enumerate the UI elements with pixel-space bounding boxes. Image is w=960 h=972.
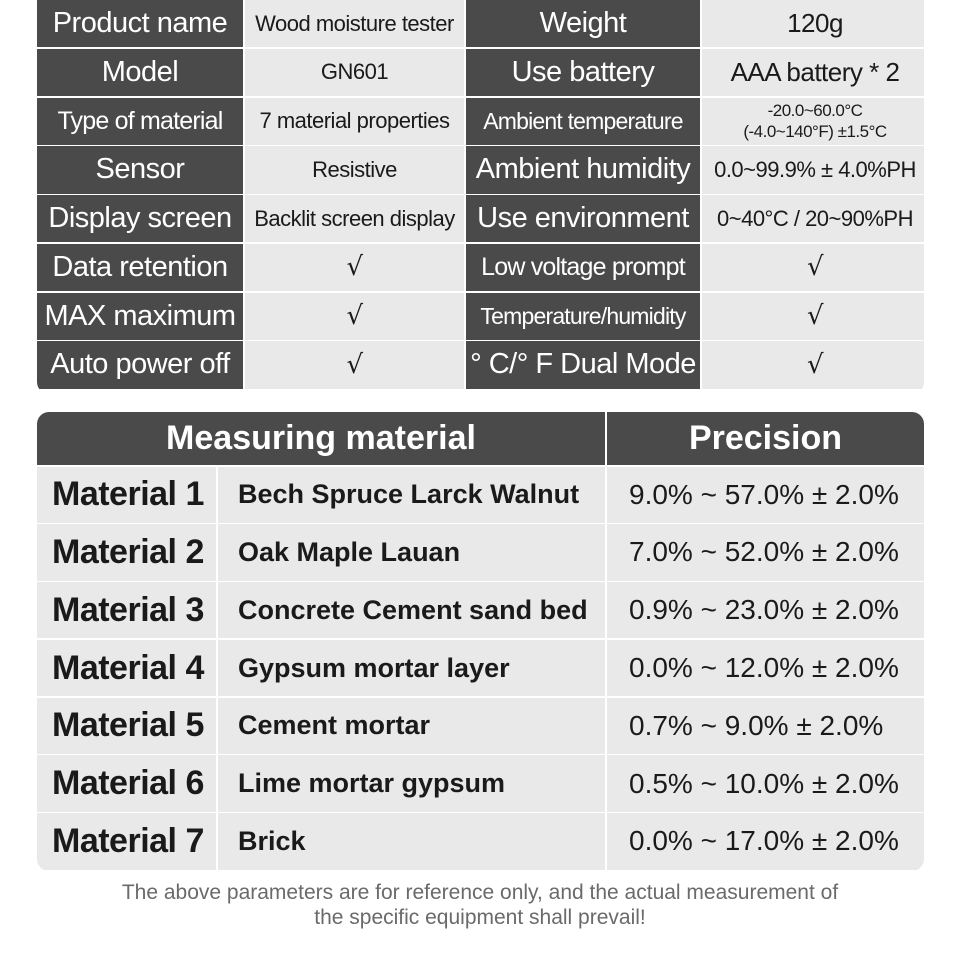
material-precision: 0.9% ~ 23.0% ± 2.0% xyxy=(607,582,924,638)
material-name: Material 4 xyxy=(37,640,216,696)
spec-value: 120g xyxy=(702,0,924,47)
material-precision: 0.0% ~ 12.0% ± 2.0% xyxy=(607,640,924,696)
spec-label: Display screen xyxy=(37,195,243,242)
table-row xyxy=(37,467,924,523)
spec-value-line: (-4.0~140°F) ±1.5°C xyxy=(743,122,887,142)
material-precision: 7.0% ~ 52.0% ± 2.0% xyxy=(607,524,924,580)
spec-table xyxy=(37,0,924,394)
checkmark-icon: √ xyxy=(245,244,464,291)
table-row xyxy=(37,582,924,638)
spec-label: Weight xyxy=(466,0,700,47)
spec-label: Product name xyxy=(37,0,243,47)
spec-value-temperature xyxy=(702,98,924,145)
material-precision: 9.0% ~ 57.0% ± 2.0% xyxy=(607,467,924,523)
spec-value: GN601 xyxy=(245,49,464,96)
table-row xyxy=(37,640,924,696)
spec-label: Temperature/humidity xyxy=(466,293,700,340)
material-list: Cement mortar xyxy=(218,698,605,754)
spec-value: Backlit screen display xyxy=(245,195,464,242)
table-row xyxy=(37,755,924,811)
header-measuring-material: Measuring material xyxy=(37,412,605,465)
spec-label: MAX maximum xyxy=(37,293,243,340)
material-list: Concrete Cement sand bed xyxy=(218,582,605,638)
header-precision: Precision xyxy=(607,412,924,465)
table-row xyxy=(37,698,924,754)
footnote-line: the specific equipment shall prevail! xyxy=(314,906,646,929)
materials-rows xyxy=(37,467,924,870)
spec-label: Data retention xyxy=(37,244,243,291)
spec-label: ° C/° F Dual Mode xyxy=(466,341,700,388)
spec-label: Sensor xyxy=(37,146,243,193)
spec-label: Type of material xyxy=(37,98,243,145)
checkmark-icon: √ xyxy=(702,293,924,340)
spec-label: Use battery xyxy=(466,49,700,96)
material-name: Material 7 xyxy=(37,813,216,869)
materials-header xyxy=(37,412,924,465)
checkmark-icon: √ xyxy=(702,244,924,291)
checkmark-icon: √ xyxy=(245,293,464,340)
spec-label: Low voltage prompt xyxy=(466,244,700,291)
materials-table xyxy=(37,412,924,871)
spec-value: 0.0~99.9% ± 4.0%PH xyxy=(702,146,924,193)
material-precision: 0.5% ~ 10.0% ± 2.0% xyxy=(607,755,924,811)
material-list: Lime mortar gypsum xyxy=(218,755,605,811)
material-name: Material 1 xyxy=(37,467,216,523)
material-list: Oak Maple Lauan xyxy=(218,524,605,580)
material-list: Gypsum mortar layer xyxy=(218,640,605,696)
checkmark-icon: √ xyxy=(245,341,464,388)
footnote xyxy=(0,880,960,930)
table-row xyxy=(37,524,924,580)
spec-value: Resistive xyxy=(245,146,464,193)
material-name: Material 3 xyxy=(37,582,216,638)
checkmark-icon: √ xyxy=(702,341,924,388)
material-list: Brick xyxy=(218,813,605,869)
material-precision: 0.0% ~ 17.0% ± 2.0% xyxy=(607,813,924,869)
spec-value-line: -20.0~60.0°C xyxy=(767,101,863,121)
material-name: Material 5 xyxy=(37,698,216,754)
spec-label: Model xyxy=(37,49,243,96)
spec-label: Use environment xyxy=(466,195,700,242)
spec-label: Auto power off xyxy=(37,341,243,388)
spec-label: Ambient temperature xyxy=(466,98,700,145)
spec-value: 0~40°C / 20~90%PH xyxy=(702,195,924,242)
table-row xyxy=(37,813,924,869)
spec-value: Wood moisture tester xyxy=(245,0,464,47)
spec-value: 7 material properties xyxy=(245,98,464,145)
material-list: Bech Spruce Larck Walnut xyxy=(218,467,605,523)
spec-value: AAA battery * 2 xyxy=(702,49,924,96)
spec-label: Ambient humidity xyxy=(466,146,700,193)
footnote-line: The above parameters are for reference only, and the actual measurement of xyxy=(121,881,839,904)
material-name: Material 6 xyxy=(37,755,216,811)
material-precision: 0.7% ~ 9.0% ± 2.0% xyxy=(607,698,924,754)
material-name: Material 2 xyxy=(37,524,216,580)
